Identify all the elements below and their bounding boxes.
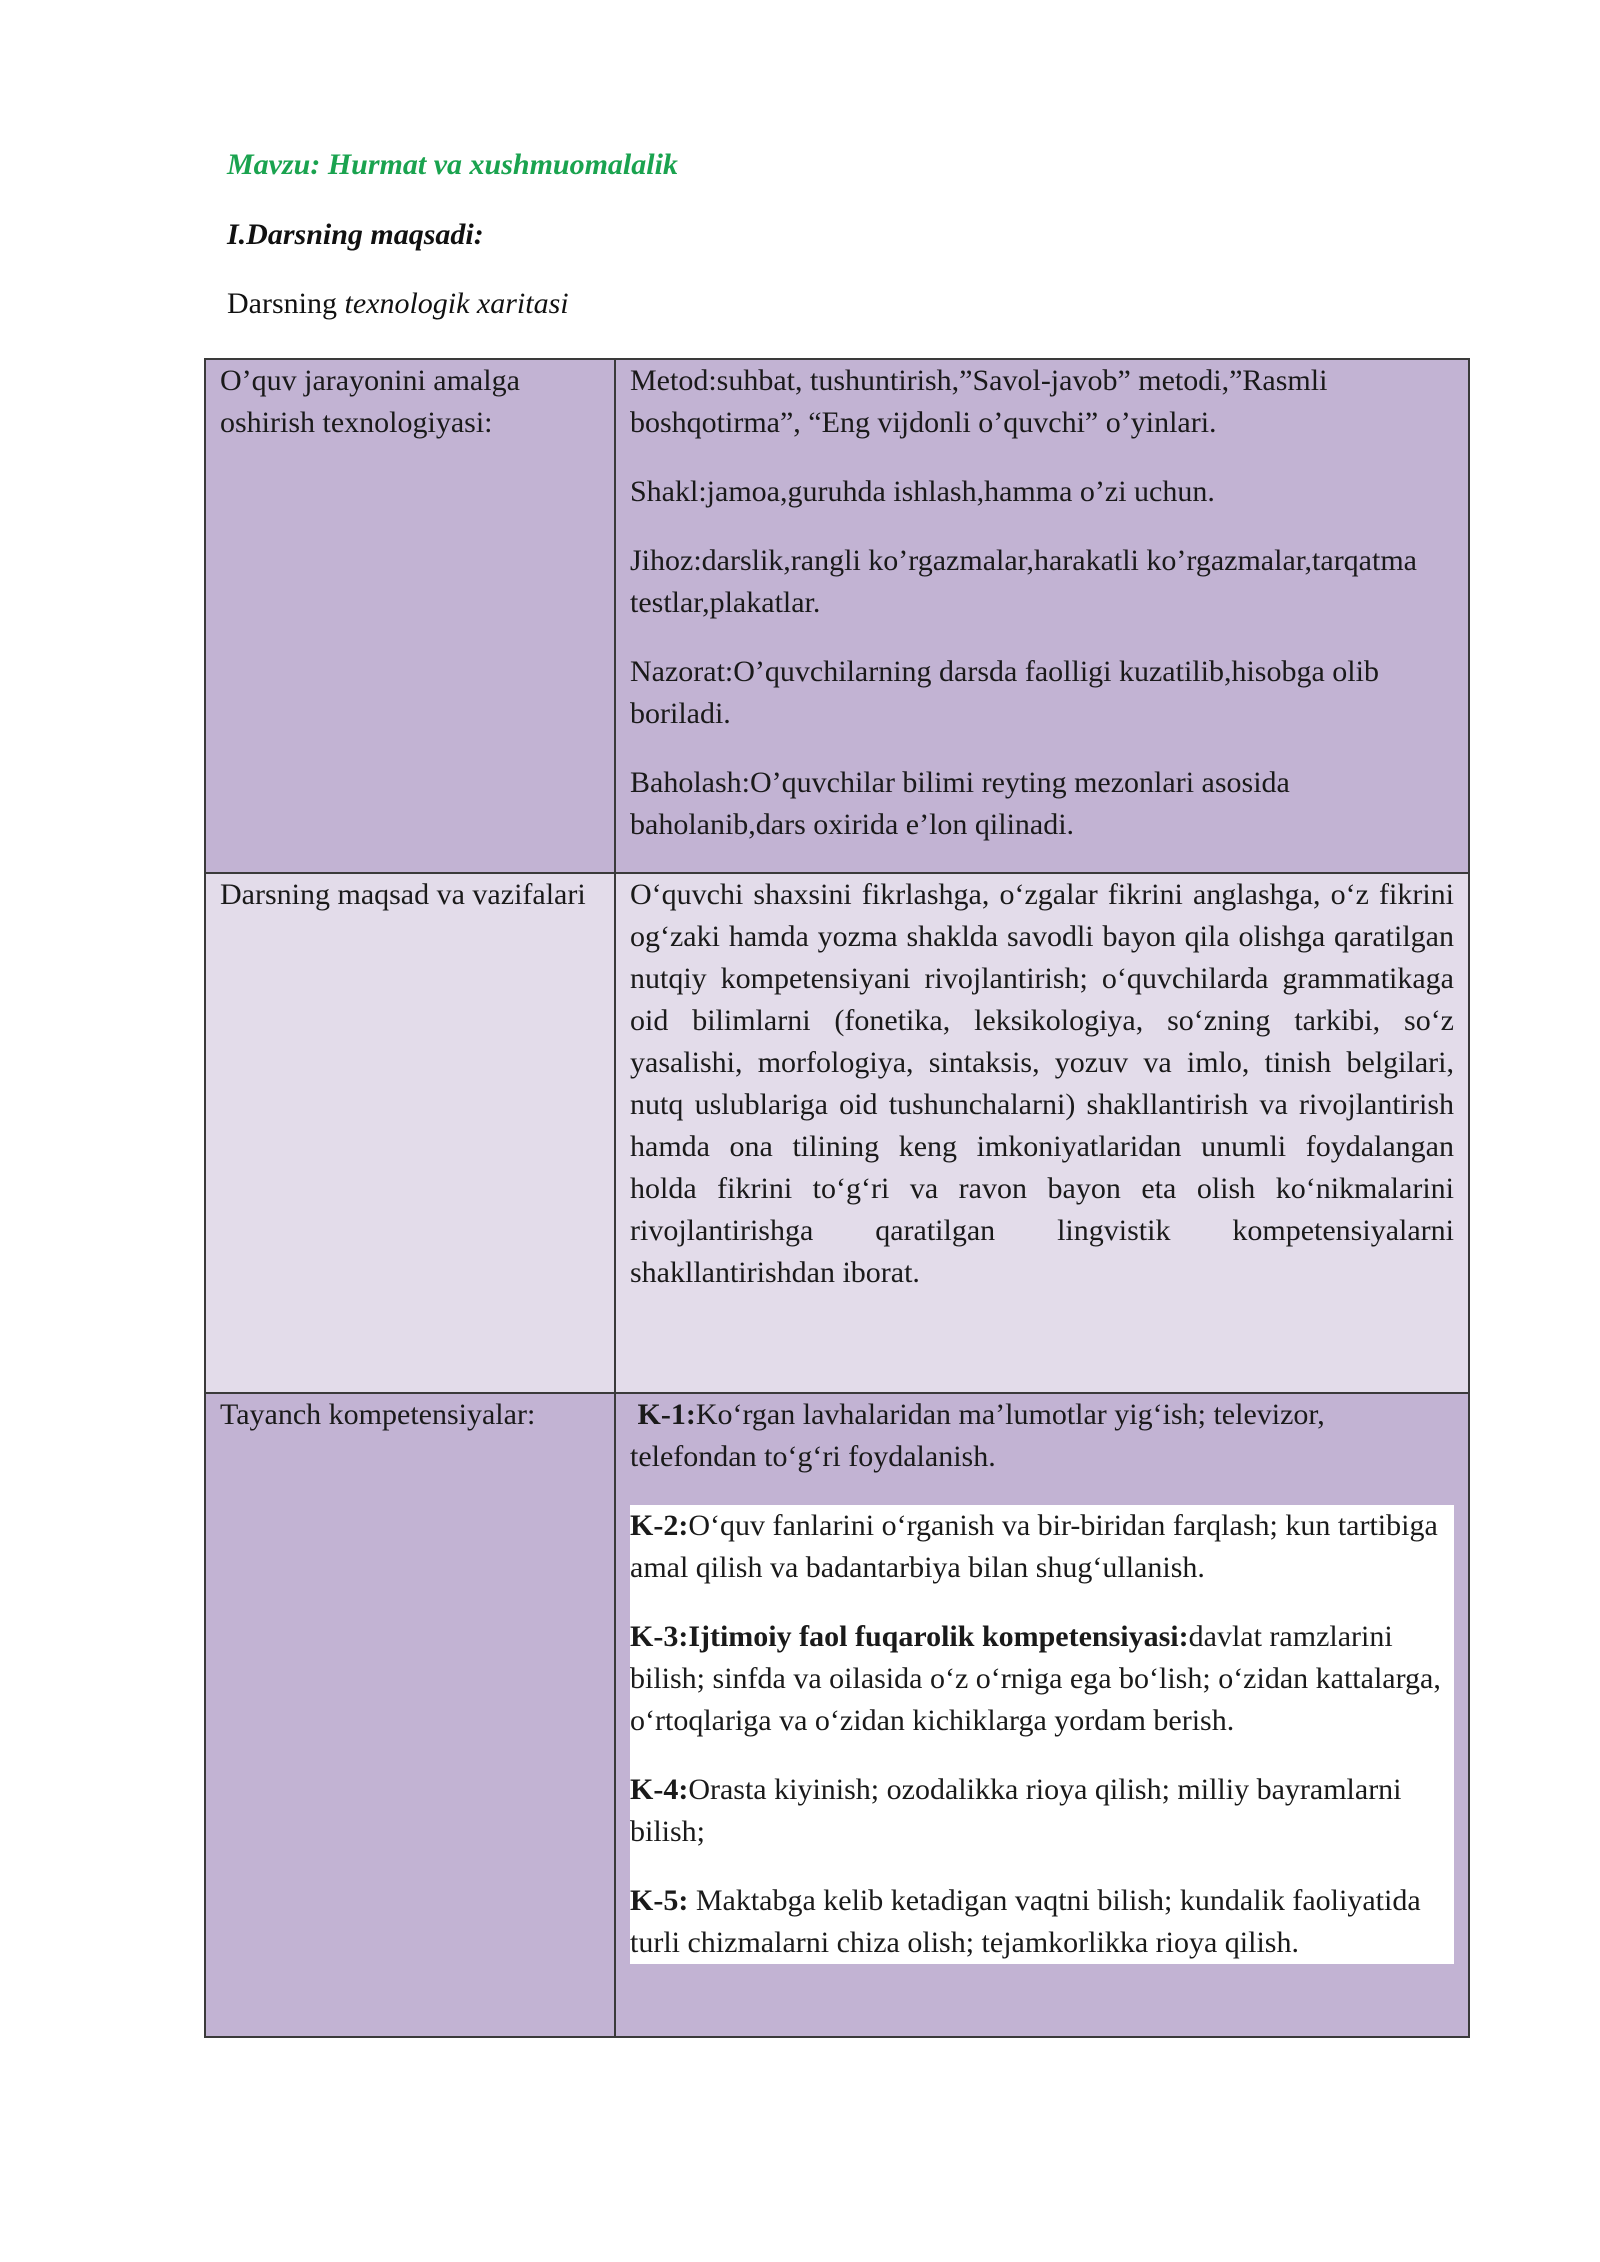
competencies-white-block	[630, 1505, 1454, 1964]
competency-k5	[630, 1880, 1450, 1964]
row-content-goals	[615, 873, 1469, 1393]
goal-heading: I.Darsning maqsadi:	[227, 218, 484, 251]
k2-text: O‘quv fanlarini o‘rganish va bir-biridan farqlash; kun tartibiga amal qilish va badantarbiya bilan shug‘ullanish.	[630, 1509, 1438, 1584]
assessment-text: Baholash:O’quvchilar bilimi reyting mezonlari asosida baholanib,dars oxirida e’lon qilinadi.	[630, 766, 1290, 841]
row-label-technology: O’quv jarayonini amalga oshirish texnologiyasi:	[205, 359, 615, 873]
goals-text: O‘quvchi shaxsini fikrlashga, o‘zgalar fikrini anglashga, o‘z fikrini og‘zaki hamda yozma shaklda savodli bayon qila olishga qaratilgan nutqiy kompetensiyani rivojlantirish; o‘quvchilarda grammatikaga oid bilimlarni (fonetika, leksikologiya, so‘zning tarkibi, so‘z yasalishi, morfologiya, sintaksis, yozuv va imlo, tinish belgilari, nutq uslublariga oid tushunchalarni) shakllantirish va rivojlantirish hamda ona tilining keng imkoniyatlaridan unumli foydalangan holda fikrini to‘g‘ri va ravon bayon eta olish ko‘nikmalarini rivojlantirishga qaratilgan lingvistik kompetensiyalarni shakllantirishdan iborat.	[630, 878, 1454, 1289]
row-content-competencies	[615, 1393, 1469, 2037]
competency-k2	[630, 1505, 1450, 1616]
k5-text: Maktabga kelib ketadigan vaqtni bilish; kundalik faoliyatida turli chizmalarni chiza olish; tejamkorlikka rioya qilish.	[630, 1884, 1421, 1959]
control-text: Nazorat:O’quvchilarning darsda faolligi kuzatilib,hisobga olib boriladi.	[630, 655, 1379, 730]
k4-key: K-4:	[630, 1773, 689, 1806]
k3-text: davlat ramzlarini bilish; sinfda va oilasida o‘z o‘rniga ega bo‘lish; o‘zidan kattalarga, o‘rtoqlariga va o‘zidan kichiklarga yordam berish.	[630, 1620, 1441, 1737]
form-text: Shakl:jamoa,guruhda ishlash,hamma o’zi uchun.	[630, 475, 1215, 508]
map-title-italic: texnologik xaritasi	[344, 287, 569, 320]
equipment-text: Jihoz:darslik,rangli ko’rgazmalar,harakatli ko’rgazmalar,tarqatma testlar,plakatlar.	[630, 544, 1417, 619]
technology-map-title	[227, 287, 569, 321]
row-content-technology	[615, 359, 1469, 873]
method-text: Metod:suhbat, tushuntirish,”Savol-javob” metodi,”Rasmli boshqotirma”, “Eng vijdonli o’quvchi” o’yinlari.	[630, 364, 1328, 439]
k5-key: K-5:	[630, 1884, 689, 1917]
k4-text: Orasta kiyinish; ozodalikka rioya qilish; milliy bayramlarni bilish;	[630, 1773, 1402, 1848]
k2-key: K-2:	[630, 1509, 689, 1542]
table-row-technology	[205, 359, 1469, 873]
competency-k3	[630, 1616, 1450, 1769]
k3-key: K-3:Ijtimoiy faol fuqarolik kompetensiyasi:	[630, 1620, 1189, 1653]
k1-text: Ko‘rgan lavhalaridan ma’lumotlar yig‘ish; televizor, telefondan to‘g‘ri foydalanish.	[630, 1398, 1325, 1473]
table-row-goals	[205, 873, 1469, 1393]
competency-k4	[630, 1769, 1450, 1880]
row-label-competencies: Tayanch kompetensiyalar:	[205, 1393, 615, 2037]
table-row-competencies	[205, 1393, 1469, 2037]
map-title-prefix: Darsning	[227, 287, 337, 320]
competency-k1	[630, 1394, 1454, 1478]
topic-title: Mavzu: Hurmat va xushmuomalalik	[227, 148, 678, 181]
lesson-plan-table	[204, 358, 1470, 2038]
row-label-goals: Darsning maqsad va vazifalari	[205, 873, 615, 1393]
k1-key: K-1:	[637, 1398, 696, 1431]
